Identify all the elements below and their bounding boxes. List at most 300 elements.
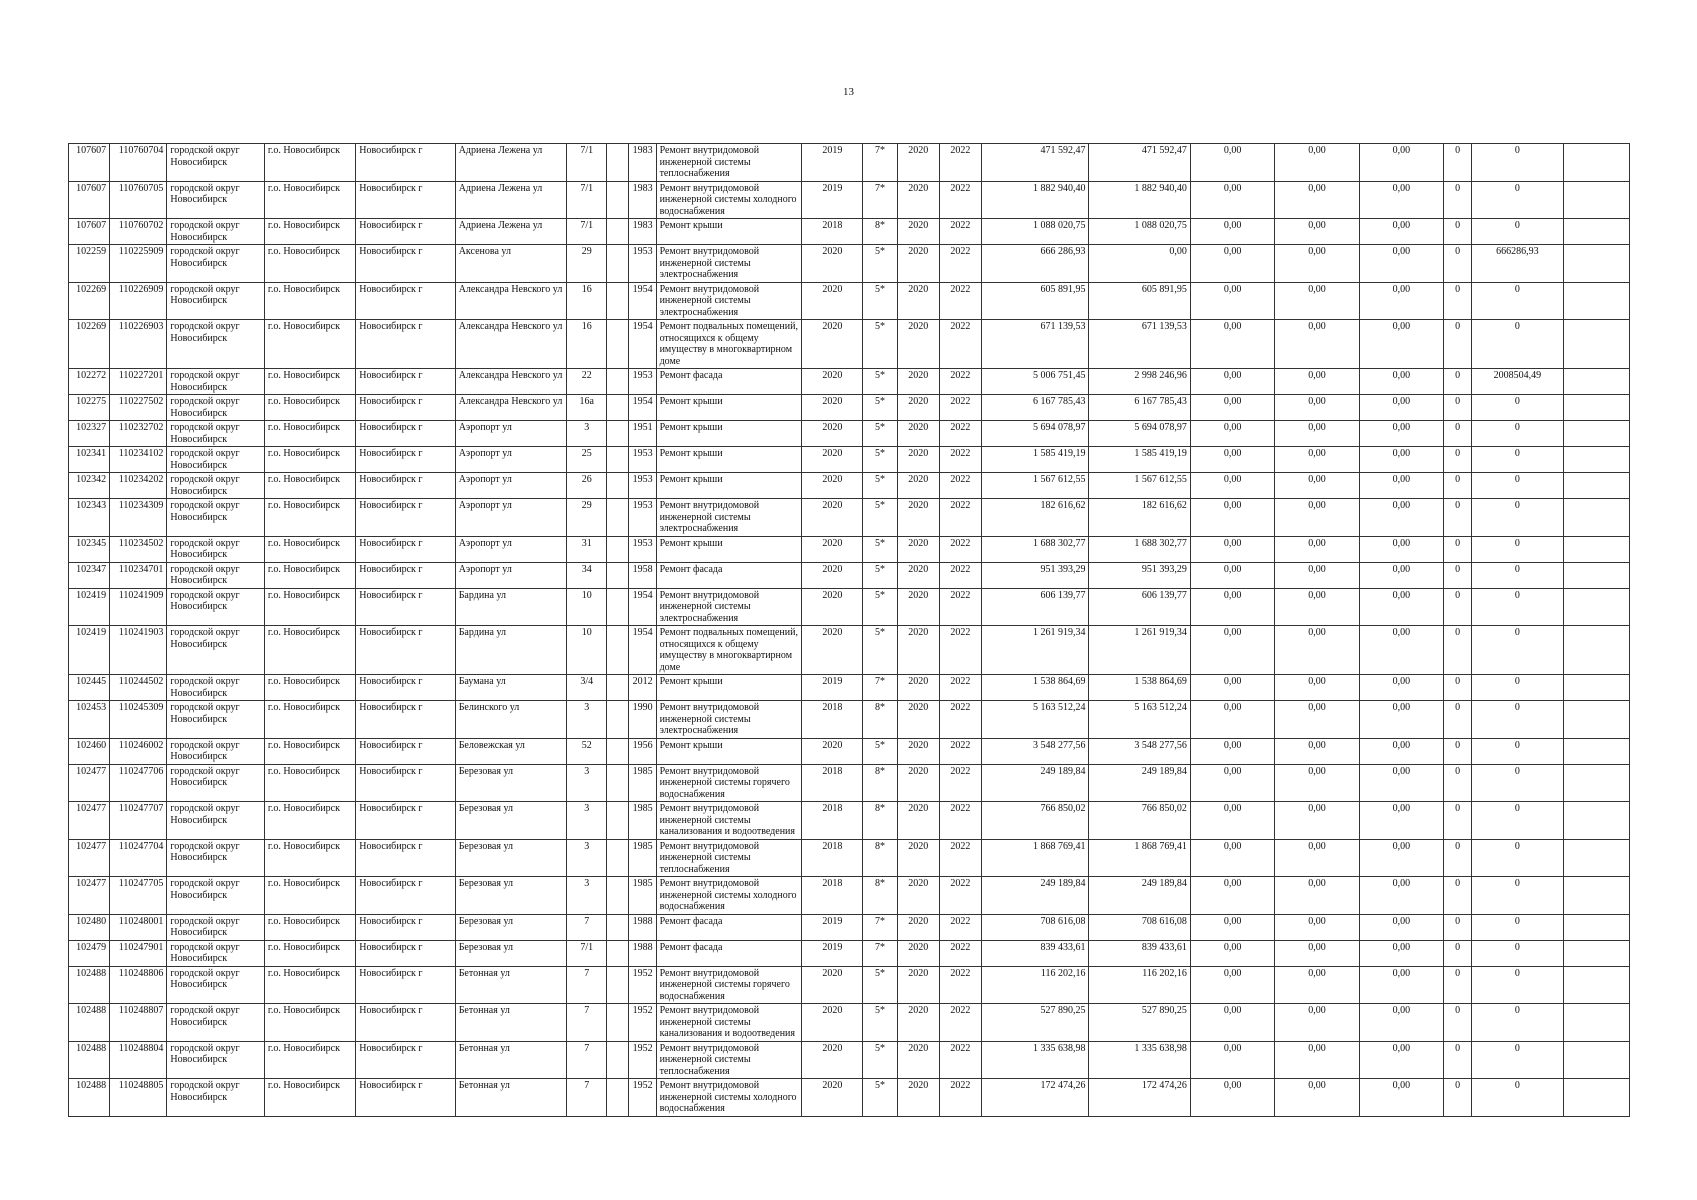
owners-cost-cell: 0 <box>1472 764 1563 802</box>
federal-cost-cell: 0,00 <box>1190 181 1274 219</box>
house-id-cell: 102275 <box>69 395 110 421</box>
municipality-cell: городской округ Новосибирск <box>167 447 264 473</box>
local-cost-cell: 0,00 <box>1359 499 1443 537</box>
city-cell: Новосибирск г <box>356 473 455 499</box>
work-id-cell: 110760702 <box>110 219 167 245</box>
local-cost-cell: 0,00 <box>1359 144 1443 182</box>
work-id-cell: 110232702 <box>110 421 167 447</box>
priority-cell: 8* <box>863 219 897 245</box>
build-year-cell: 2012 <box>629 675 656 701</box>
street-cell: Адриена Лежена ул <box>455 219 567 245</box>
district-cell: г.о. Новосибирск <box>264 588 355 626</box>
end-year-cell: 2022 <box>939 144 981 182</box>
note-cell <box>1563 940 1629 966</box>
work-type-cell: Ремонт фасада <box>656 914 802 940</box>
total-cost-cell: 671 139,53 <box>981 320 1088 369</box>
build-year-cell: 1988 <box>629 914 656 940</box>
work-type-cell: Ремонт внутридомовой инженерной системы электроснабжения <box>656 282 802 320</box>
owners-cost-cell: 0 <box>1472 738 1563 764</box>
regional-cost-cell: 0,00 <box>1275 395 1359 421</box>
municipality-cell: городской округ Новосибирск <box>167 626 264 675</box>
local-cost-cell: 0,00 <box>1359 1079 1443 1117</box>
end-year-cell: 2022 <box>939 839 981 877</box>
table-row <box>69 369 1630 395</box>
owners-cost-cell: 0 <box>1472 1041 1563 1079</box>
total-cost-cell: 1 882 940,40 <box>981 181 1088 219</box>
build-year-cell: 1985 <box>629 877 656 915</box>
city-cell: Новосибирск г <box>356 421 455 447</box>
building-cell <box>607 626 629 675</box>
owners-cost-cell: 0 <box>1472 1079 1563 1117</box>
start-year-cell: 2020 <box>897 802 939 840</box>
municipality-cell: городской округ Новосибирск <box>167 802 264 840</box>
municipality-cell: городской округ Новосибирск <box>167 675 264 701</box>
building-cell <box>607 282 629 320</box>
street-cell: Березовая ул <box>455 877 567 915</box>
note-cell <box>1563 675 1629 701</box>
work-id-cell: 110241909 <box>110 588 167 626</box>
plan-year-cell: 2018 <box>802 701 863 739</box>
house-number-cell: 7/1 <box>567 940 607 966</box>
street-cell: Бардина ул <box>455 626 567 675</box>
work-type-cell: Ремонт крыши <box>656 447 802 473</box>
city-cell: Новосибирск г <box>356 562 455 588</box>
regional-cost-cell: 0,00 <box>1275 626 1359 675</box>
street-cell: Александра Невского ул <box>455 369 567 395</box>
city-cell: Новосибирск г <box>356 144 455 182</box>
house-number-cell: 16а <box>567 395 607 421</box>
plan-year-cell: 2018 <box>802 219 863 245</box>
district-cell: г.о. Новосибирск <box>264 940 355 966</box>
city-cell: Новосибирск г <box>356 626 455 675</box>
federal-cost-cell: 0,00 <box>1190 562 1274 588</box>
start-year-cell: 2020 <box>897 144 939 182</box>
owners-cost-cell: 0 <box>1472 626 1563 675</box>
local-cost-cell: 0,00 <box>1359 940 1443 966</box>
regional-cost-cell: 0,00 <box>1275 877 1359 915</box>
street-cell: Аэропорт ул <box>455 447 567 473</box>
city-cell: Новосибирск г <box>356 940 455 966</box>
municipality-cell: городской округ Новосибирск <box>167 1079 264 1117</box>
start-year-cell: 2020 <box>897 282 939 320</box>
building-cell <box>607 499 629 537</box>
total-cost-cell: 172 474,26 <box>981 1079 1088 1117</box>
work-id-cell: 110227201 <box>110 369 167 395</box>
house-id-cell: 102259 <box>69 245 110 283</box>
work-id-cell: 110247704 <box>110 839 167 877</box>
plan-year-cell: 2020 <box>802 499 863 537</box>
priority-cell: 7* <box>863 914 897 940</box>
local-cost-cell: 0,00 <box>1359 282 1443 320</box>
total-cost-cell: 951 393,29 <box>981 562 1088 588</box>
work-type-cell: Ремонт фасада <box>656 369 802 395</box>
start-year-cell: 2020 <box>897 701 939 739</box>
work-id-cell: 110225909 <box>110 245 167 283</box>
house-number-cell: 29 <box>567 245 607 283</box>
house-id-cell: 102272 <box>69 369 110 395</box>
fund-cost-cell: 951 393,29 <box>1089 562 1190 588</box>
city-cell: Новосибирск г <box>356 282 455 320</box>
house-number-cell: 7 <box>567 914 607 940</box>
local-cost-cell: 0,00 <box>1359 562 1443 588</box>
city-cell: Новосибирск г <box>356 447 455 473</box>
note-cell <box>1563 914 1629 940</box>
end-year-cell: 2022 <box>939 626 981 675</box>
work-id-cell: 110247706 <box>110 764 167 802</box>
plan-year-cell: 2020 <box>802 588 863 626</box>
municipality-cell: городской округ Новосибирск <box>167 914 264 940</box>
municipality-cell: городской округ Новосибирск <box>167 421 264 447</box>
priority-cell: 5* <box>863 447 897 473</box>
table-row <box>69 588 1630 626</box>
owners-cost-cell: 0 <box>1472 588 1563 626</box>
building-cell <box>607 701 629 739</box>
city-cell: Новосибирск г <box>356 1041 455 1079</box>
federal-cost-cell: 0,00 <box>1190 245 1274 283</box>
work-type-cell: Ремонт внутридомовой инженерной системы канализования и водоотведения <box>656 802 802 840</box>
start-year-cell: 2020 <box>897 447 939 473</box>
other-cost-cell: 0 <box>1444 966 1472 1004</box>
start-year-cell: 2020 <box>897 1041 939 1079</box>
table-body <box>69 144 1630 1117</box>
regional-cost-cell: 0,00 <box>1275 738 1359 764</box>
municipality-cell: городской округ Новосибирск <box>167 473 264 499</box>
plan-year-cell: 2020 <box>802 282 863 320</box>
building-cell <box>607 219 629 245</box>
regional-cost-cell: 0,00 <box>1275 245 1359 283</box>
house-number-cell: 3/4 <box>567 675 607 701</box>
building-cell <box>607 802 629 840</box>
local-cost-cell: 0,00 <box>1359 802 1443 840</box>
municipality-cell: городской округ Новосибирск <box>167 219 264 245</box>
fund-cost-cell: 5 694 078,97 <box>1089 421 1190 447</box>
end-year-cell: 2022 <box>939 320 981 369</box>
build-year-cell: 1983 <box>629 181 656 219</box>
build-year-cell: 1983 <box>629 219 656 245</box>
house-number-cell: 25 <box>567 447 607 473</box>
plan-year-cell: 2018 <box>802 802 863 840</box>
note-cell <box>1563 839 1629 877</box>
work-type-cell: Ремонт внутридомовой инженерной системы теплоснабжения <box>656 1041 802 1079</box>
start-year-cell: 2020 <box>897 536 939 562</box>
fund-cost-cell: 1 585 419,19 <box>1089 447 1190 473</box>
other-cost-cell: 0 <box>1444 562 1472 588</box>
fund-cost-cell: 766 850,02 <box>1089 802 1190 840</box>
work-type-cell: Ремонт подвальных помещений, относящихся к общему имуществу в многоквартирном доме <box>656 626 802 675</box>
end-year-cell: 2022 <box>939 914 981 940</box>
note-cell <box>1563 245 1629 283</box>
plan-year-cell: 2018 <box>802 877 863 915</box>
house-id-cell: 102269 <box>69 320 110 369</box>
building-cell <box>607 1004 629 1042</box>
other-cost-cell: 0 <box>1444 675 1472 701</box>
end-year-cell: 2022 <box>939 499 981 537</box>
federal-cost-cell: 0,00 <box>1190 473 1274 499</box>
total-cost-cell: 606 139,77 <box>981 588 1088 626</box>
city-cell: Новосибирск г <box>356 966 455 1004</box>
priority-cell: 8* <box>863 839 897 877</box>
city-cell: Новосибирск г <box>356 219 455 245</box>
house-number-cell: 3 <box>567 877 607 915</box>
note-cell <box>1563 966 1629 1004</box>
priority-cell: 5* <box>863 562 897 588</box>
fund-cost-cell: 1 868 769,41 <box>1089 839 1190 877</box>
end-year-cell: 2022 <box>939 181 981 219</box>
regional-cost-cell: 0,00 <box>1275 219 1359 245</box>
note-cell <box>1563 421 1629 447</box>
street-cell: Аксенова ул <box>455 245 567 283</box>
table-row <box>69 675 1630 701</box>
federal-cost-cell: 0,00 <box>1190 499 1274 537</box>
house-number-cell: 52 <box>567 738 607 764</box>
fund-cost-cell: 471 592,47 <box>1089 144 1190 182</box>
house-id-cell: 102445 <box>69 675 110 701</box>
start-year-cell: 2020 <box>897 181 939 219</box>
work-type-cell: Ремонт внутридомовой инженерной системы канализования и водоотведения <box>656 1004 802 1042</box>
plan-year-cell: 2020 <box>802 421 863 447</box>
total-cost-cell: 5 006 751,45 <box>981 369 1088 395</box>
table-row <box>69 1041 1630 1079</box>
owners-cost-cell: 0 <box>1472 914 1563 940</box>
table-row <box>69 802 1630 840</box>
federal-cost-cell: 0,00 <box>1190 536 1274 562</box>
end-year-cell: 2022 <box>939 282 981 320</box>
table-row <box>69 1004 1630 1042</box>
regional-cost-cell: 0,00 <box>1275 320 1359 369</box>
plan-year-cell: 2020 <box>802 1041 863 1079</box>
house-number-cell: 16 <box>567 320 607 369</box>
table-row <box>69 536 1630 562</box>
local-cost-cell: 0,00 <box>1359 626 1443 675</box>
house-id-cell: 102479 <box>69 940 110 966</box>
start-year-cell: 2020 <box>897 675 939 701</box>
priority-cell: 5* <box>863 499 897 537</box>
priority-cell: 5* <box>863 369 897 395</box>
city-cell: Новосибирск г <box>356 701 455 739</box>
priority-cell: 5* <box>863 421 897 447</box>
build-year-cell: 1953 <box>629 447 656 473</box>
municipality-cell: городской округ Новосибирск <box>167 1041 264 1079</box>
start-year-cell: 2020 <box>897 395 939 421</box>
total-cost-cell: 766 850,02 <box>981 802 1088 840</box>
building-cell <box>607 245 629 283</box>
work-type-cell: Ремонт внутридомовой инженерной системы электроснабжения <box>656 499 802 537</box>
plan-year-cell: 2019 <box>802 940 863 966</box>
owners-cost-cell: 0 <box>1472 701 1563 739</box>
note-cell <box>1563 738 1629 764</box>
end-year-cell: 2022 <box>939 219 981 245</box>
regional-cost-cell: 0,00 <box>1275 473 1359 499</box>
start-year-cell: 2020 <box>897 1079 939 1117</box>
building-cell <box>607 877 629 915</box>
fund-cost-cell: 6 167 785,43 <box>1089 395 1190 421</box>
house-number-cell: 10 <box>567 626 607 675</box>
work-id-cell: 110247901 <box>110 940 167 966</box>
total-cost-cell: 1 261 919,34 <box>981 626 1088 675</box>
build-year-cell: 1985 <box>629 839 656 877</box>
house-number-cell: 10 <box>567 588 607 626</box>
street-cell: Березовая ул <box>455 914 567 940</box>
local-cost-cell: 0,00 <box>1359 914 1443 940</box>
house-id-cell: 102480 <box>69 914 110 940</box>
city-cell: Новосибирск г <box>356 320 455 369</box>
end-year-cell: 2022 <box>939 701 981 739</box>
plan-year-cell: 2020 <box>802 245 863 283</box>
priority-cell: 7* <box>863 181 897 219</box>
build-year-cell: 1952 <box>629 1079 656 1117</box>
house-number-cell: 3 <box>567 839 607 877</box>
priority-cell: 8* <box>863 802 897 840</box>
house-number-cell: 31 <box>567 536 607 562</box>
total-cost-cell: 3 548 277,56 <box>981 738 1088 764</box>
municipality-cell: городской округ Новосибирск <box>167 245 264 283</box>
owners-cost-cell: 0 <box>1472 181 1563 219</box>
other-cost-cell: 0 <box>1444 588 1472 626</box>
local-cost-cell: 0,00 <box>1359 245 1443 283</box>
build-year-cell: 1983 <box>629 144 656 182</box>
house-number-cell: 7 <box>567 1041 607 1079</box>
street-cell: Аэропорт ул <box>455 421 567 447</box>
regional-cost-cell: 0,00 <box>1275 144 1359 182</box>
fund-cost-cell: 1 088 020,75 <box>1089 219 1190 245</box>
district-cell: г.о. Новосибирск <box>264 1079 355 1117</box>
plan-year-cell: 2019 <box>802 181 863 219</box>
house-number-cell: 3 <box>567 802 607 840</box>
district-cell: г.о. Новосибирск <box>264 1041 355 1079</box>
federal-cost-cell: 0,00 <box>1190 588 1274 626</box>
other-cost-cell: 0 <box>1444 1004 1472 1042</box>
total-cost-cell: 182 616,62 <box>981 499 1088 537</box>
federal-cost-cell: 0,00 <box>1190 219 1274 245</box>
priority-cell: 5* <box>863 282 897 320</box>
end-year-cell: 2022 <box>939 1041 981 1079</box>
note-cell <box>1563 1004 1629 1042</box>
regional-cost-cell: 0,00 <box>1275 421 1359 447</box>
owners-cost-cell: 0 <box>1472 499 1563 537</box>
note-cell <box>1563 219 1629 245</box>
district-cell: г.о. Новосибирск <box>264 675 355 701</box>
local-cost-cell: 0,00 <box>1359 839 1443 877</box>
plan-year-cell: 2020 <box>802 626 863 675</box>
local-cost-cell: 0,00 <box>1359 738 1443 764</box>
district-cell: г.о. Новосибирск <box>264 701 355 739</box>
plan-year-cell: 2020 <box>802 320 863 369</box>
regional-cost-cell: 0,00 <box>1275 588 1359 626</box>
build-year-cell: 1952 <box>629 1004 656 1042</box>
other-cost-cell: 0 <box>1444 1079 1472 1117</box>
work-id-cell: 110246002 <box>110 738 167 764</box>
city-cell: Новосибирск г <box>356 395 455 421</box>
end-year-cell: 2022 <box>939 588 981 626</box>
end-year-cell: 2022 <box>939 536 981 562</box>
owners-cost-cell: 0 <box>1472 1004 1563 1042</box>
federal-cost-cell: 0,00 <box>1190 1041 1274 1079</box>
city-cell: Новосибирск г <box>356 877 455 915</box>
work-type-cell: Ремонт внутридомовой инженерной системы холодного водоснабжения <box>656 877 802 915</box>
house-id-cell: 102477 <box>69 839 110 877</box>
build-year-cell: 1952 <box>629 966 656 1004</box>
owners-cost-cell: 0 <box>1472 802 1563 840</box>
street-cell: Адриена Лежена ул <box>455 181 567 219</box>
federal-cost-cell: 0,00 <box>1190 839 1274 877</box>
federal-cost-cell: 0,00 <box>1190 369 1274 395</box>
total-cost-cell: 527 890,25 <box>981 1004 1088 1042</box>
house-id-cell: 107607 <box>69 144 110 182</box>
start-year-cell: 2020 <box>897 245 939 283</box>
work-type-cell: Ремонт внутридомовой инженерной системы горячего водоснабжения <box>656 966 802 1004</box>
fund-cost-cell: 3 548 277,56 <box>1089 738 1190 764</box>
table-row <box>69 421 1630 447</box>
owners-cost-cell: 2008504,49 <box>1472 369 1563 395</box>
note-cell <box>1563 181 1629 219</box>
district-cell: г.о. Новосибирск <box>264 473 355 499</box>
federal-cost-cell: 0,00 <box>1190 738 1274 764</box>
street-cell: Аэропорт ул <box>455 499 567 537</box>
building-cell <box>607 421 629 447</box>
other-cost-cell: 0 <box>1444 421 1472 447</box>
municipality-cell: городской округ Новосибирск <box>167 536 264 562</box>
total-cost-cell: 249 189,84 <box>981 877 1088 915</box>
city-cell: Новосибирск г <box>356 764 455 802</box>
total-cost-cell: 839 433,61 <box>981 940 1088 966</box>
work-type-cell: Ремонт подвальных помещений, относящихся к общему имуществу в многоквартирном доме <box>656 320 802 369</box>
regional-cost-cell: 0,00 <box>1275 1041 1359 1079</box>
building-cell <box>607 447 629 473</box>
work-type-cell: Ремонт внутридомовой инженерной системы теплоснабжения <box>656 839 802 877</box>
priority-cell: 5* <box>863 626 897 675</box>
build-year-cell: 1954 <box>629 282 656 320</box>
building-cell <box>607 839 629 877</box>
municipality-cell: городской округ Новосибирск <box>167 320 264 369</box>
other-cost-cell: 0 <box>1444 395 1472 421</box>
district-cell: г.о. Новосибирск <box>264 914 355 940</box>
build-year-cell: 1988 <box>629 940 656 966</box>
owners-cost-cell: 0 <box>1472 675 1563 701</box>
build-year-cell: 1954 <box>629 626 656 675</box>
fund-cost-cell: 1 567 612,55 <box>1089 473 1190 499</box>
municipality-cell: городской округ Новосибирск <box>167 369 264 395</box>
house-id-cell: 102342 <box>69 473 110 499</box>
work-id-cell: 110245309 <box>110 701 167 739</box>
build-year-cell: 1953 <box>629 499 656 537</box>
table-row <box>69 447 1630 473</box>
district-cell: г.о. Новосибирск <box>264 1004 355 1042</box>
total-cost-cell: 1 335 638,98 <box>981 1041 1088 1079</box>
priority-cell: 7* <box>863 675 897 701</box>
federal-cost-cell: 0,00 <box>1190 940 1274 966</box>
work-type-cell: Ремонт внутридомовой инженерной системы электроснабжения <box>656 588 802 626</box>
regional-cost-cell: 0,00 <box>1275 1079 1359 1117</box>
regional-cost-cell: 0,00 <box>1275 966 1359 1004</box>
regional-cost-cell: 0,00 <box>1275 802 1359 840</box>
local-cost-cell: 0,00 <box>1359 473 1443 499</box>
street-cell: Березовая ул <box>455 940 567 966</box>
end-year-cell: 2022 <box>939 940 981 966</box>
district-cell: г.о. Новосибирск <box>264 966 355 1004</box>
municipality-cell: городской округ Новосибирск <box>167 738 264 764</box>
work-id-cell: 110241903 <box>110 626 167 675</box>
start-year-cell: 2020 <box>897 764 939 802</box>
other-cost-cell: 0 <box>1444 738 1472 764</box>
build-year-cell: 1958 <box>629 562 656 588</box>
table-row <box>69 245 1630 283</box>
municipality-cell: городской округ Новосибирск <box>167 282 264 320</box>
municipality-cell: городской округ Новосибирск <box>167 562 264 588</box>
owners-cost-cell: 0 <box>1472 447 1563 473</box>
local-cost-cell: 0,00 <box>1359 701 1443 739</box>
end-year-cell: 2022 <box>939 877 981 915</box>
other-cost-cell: 0 <box>1444 1041 1472 1079</box>
